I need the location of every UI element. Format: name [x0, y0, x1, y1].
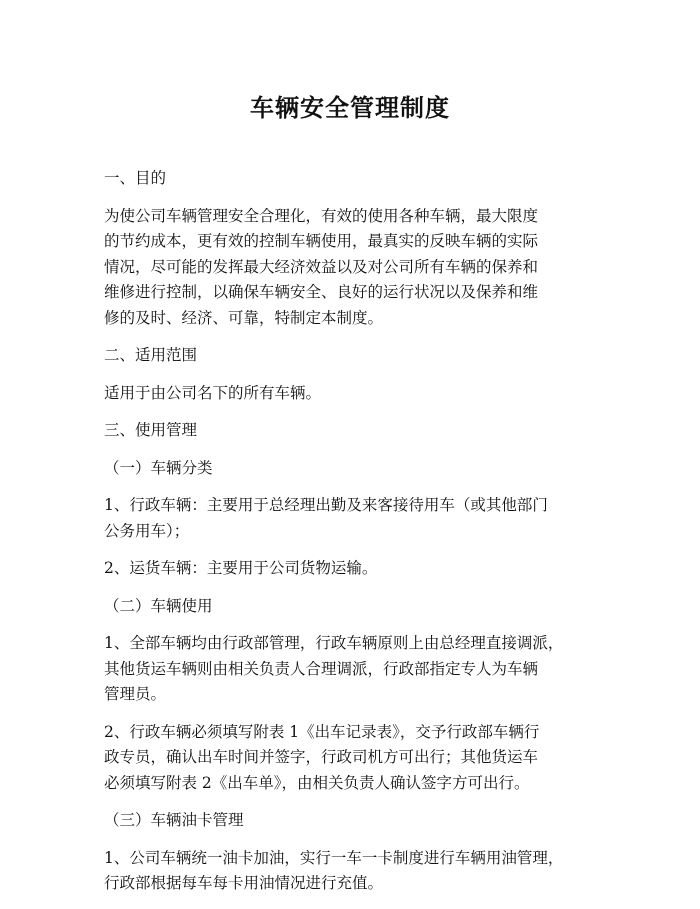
paragraph-line: 的节约成本，更有效的控制车辆使用，最真实的反映车辆的实际 [104, 232, 539, 250]
paragraph-line: 政专员，确认出车时间并签字，行政司机方可出行；其他货运车 [104, 748, 539, 766]
classification-item-2: 2、运货车辆：主要用于公司货物运输。 [104, 559, 378, 577]
paragraph-line: 情况，尽可能的发挥最大经济效益以及对公司所有车辆的保养和 [104, 257, 539, 276]
paragraph-line: 1、行政车辆：主要用于总经理出勤及来客接待用车（或其他部门 [104, 496, 548, 514]
paragraph-line: 维修进行控制，以确保车辆安全、良好的运行状况以及保养和维 [104, 283, 539, 301]
section-heading-purpose: 一、目的 [104, 169, 167, 187]
document-title: 车辆安全管理制度 [250, 93, 450, 122]
paragraph-line: 2、行政车辆必须填写附表 1《出车记录表》，交予行政部车辆行 [104, 722, 540, 741]
usage-item-1 [104, 631, 604, 708]
section-heading-scope: 二、适用范围 [104, 346, 198, 364]
paragraph-line: 行政部根据每车每卡用油情况进行充值。 [104, 874, 384, 892]
paragraph-line: 公务用车）； [104, 521, 190, 540]
paragraph-line: 1、公司车辆统一油卡加油，实行一车一卡制度进行车辆用油管理， [104, 848, 564, 867]
paragraph-line: 其他货运车辆则由相关负责人合理调派，行政部指定专人为车辆 [104, 659, 539, 678]
classification-item-1 [104, 493, 604, 544]
paragraph-line: 修的及时、经济、可靠，特制定本制度。 [104, 308, 384, 327]
fuel-card-item-1 [104, 846, 604, 897]
subsection-heading-usage: （二）车辆使用 [104, 596, 213, 615]
document-body [104, 166, 604, 909]
paragraph-line: 必须填写附表 2《出车单》，由相关负责人确认签字方可出行。 [104, 773, 530, 792]
usage-item-2 [104, 720, 604, 797]
section-heading-usage: 三、使用管理 [104, 421, 198, 439]
paragraph-line: 管理员。 [104, 685, 167, 703]
paragraph-line: 1、全部车辆均由行政部管理，行政车辆原则上由总经理直接调派， [104, 634, 564, 652]
subsection-heading-classification: （一）车辆分类 [104, 458, 213, 477]
paragraph-line: 为使公司车辆管理安全合理化，有效的使用各种车辆，最大限度 [104, 206, 539, 225]
scope-paragraph: 适用于由公司名下的所有车辆。 [104, 383, 322, 402]
subsection-heading-fuel-card: （三）车辆油卡管理 [104, 811, 244, 829]
purpose-paragraph [104, 204, 604, 332]
